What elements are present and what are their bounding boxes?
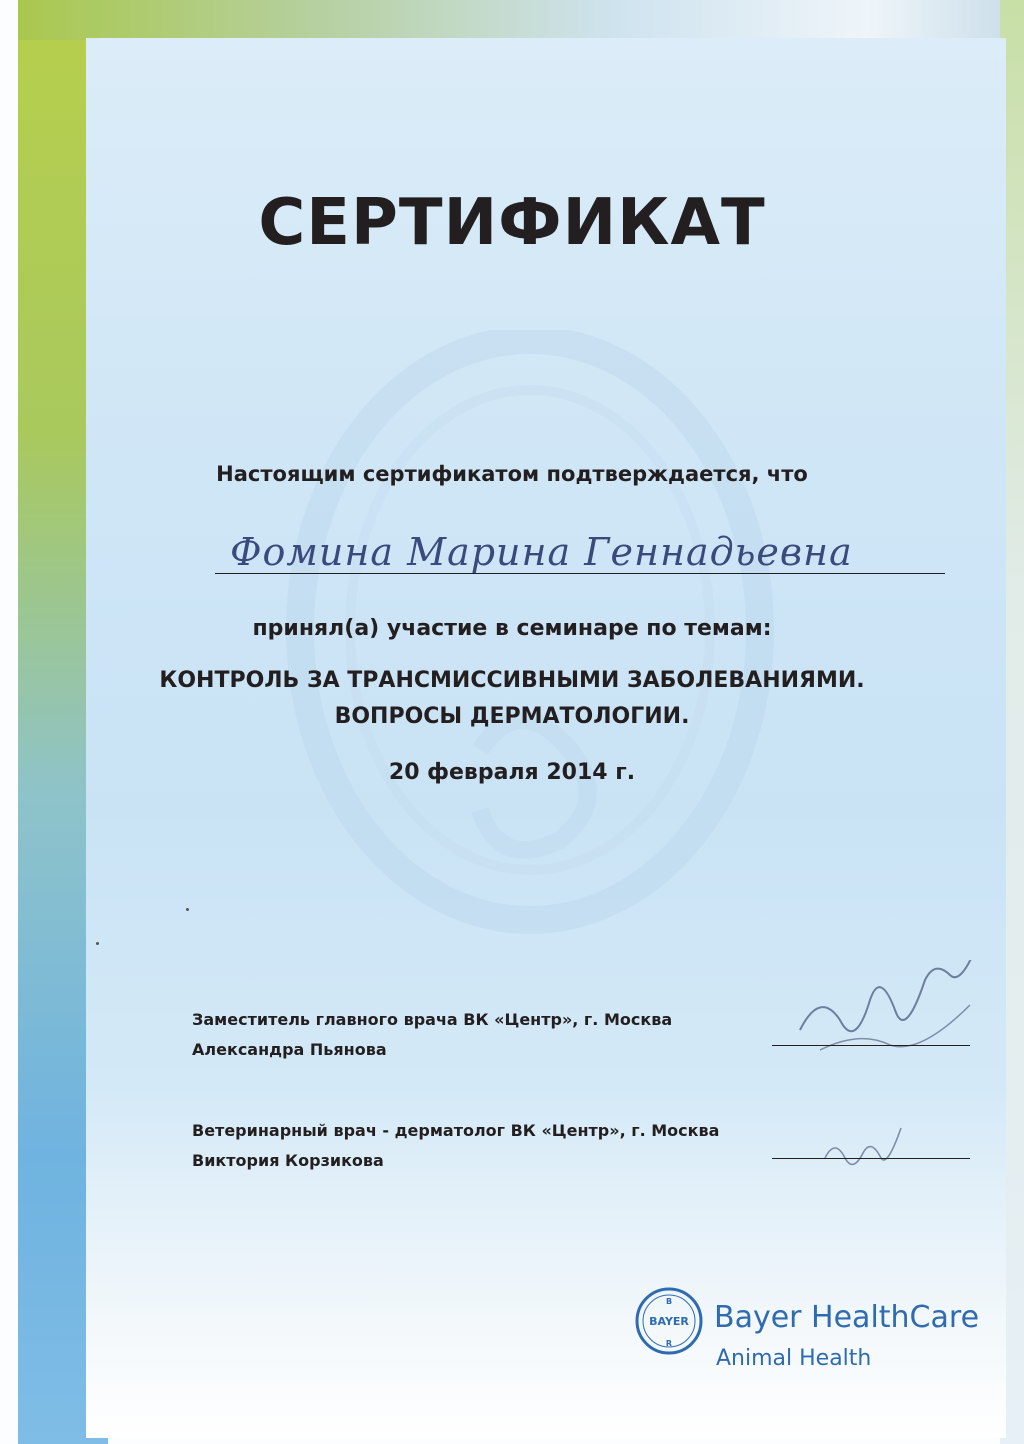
certificate-title: СЕРТИФИКАТ xyxy=(258,186,766,260)
top-decorative-band xyxy=(18,0,1018,40)
signature-2-scribble xyxy=(820,1118,910,1178)
signatory-1-name: Александра Пьянова xyxy=(192,1040,387,1059)
bayer-cross-icon xyxy=(634,1286,704,1356)
brand-division: Animal Health xyxy=(716,1346,872,1371)
signature-line-2 xyxy=(772,1158,970,1159)
signatory-1-position: Заместитель главного врача ВК «Центр», г. Москва xyxy=(192,1010,673,1029)
seminar-topic-2: ВОПРОСЫ ДЕРМАТОЛОГИИ. xyxy=(334,704,690,729)
bayer-logo-text-vertical-top: B xyxy=(665,1297,673,1306)
signature-1-scribble xyxy=(790,960,990,1070)
participation-text: принял(а) участие в семинаре по темам: xyxy=(252,616,772,641)
seminar-date: 20 февраля 2014 г. xyxy=(388,760,636,785)
confirmation-text: Настоящим сертификатом подтверждается, что xyxy=(216,462,808,486)
signatory-2-name: Виктория Корзикова xyxy=(192,1151,384,1170)
bayer-logo-text-horizontal: BAYER xyxy=(649,1315,689,1328)
brand-name: Bayer HealthCare xyxy=(714,1300,980,1335)
scan-speck xyxy=(96,942,99,945)
signatory-2-position: Ветеринарный врач - дерматолог ВК «Центр», г. Москва xyxy=(192,1121,720,1140)
bayer-logo-text-vertical-bottom: R xyxy=(665,1339,673,1348)
signatory-1 xyxy=(192,1005,672,1065)
signatory-2 xyxy=(192,1116,719,1176)
seminar-topic-1: КОНТРОЛЬ ЗА ТРАНСМИССИВНЫМИ ЗАБОЛЕВАНИЯМИ. xyxy=(159,668,865,693)
recipient-name-line xyxy=(215,573,945,574)
signature-line-1 xyxy=(772,1045,970,1046)
scan-speck xyxy=(186,908,189,911)
recipient-name-handwritten: Фомина Марина Геннадьевна xyxy=(230,530,853,574)
